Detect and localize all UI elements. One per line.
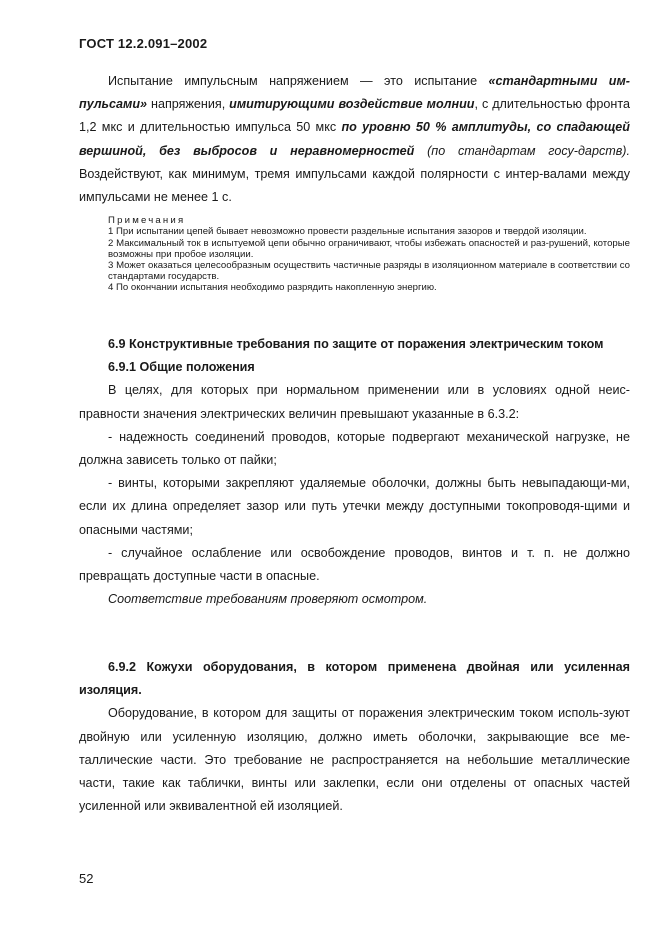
section-6-9-2-text: Оборудование, в котором для защиты от поражения электрическим током исполь-зуют двойную или усиленную изоляцию, должно иметь оболочки, закрывающие все ме-таллические части. Это требование не распространяется на небольшие металлические части, такие как таблички, винты или заклепки, если они отделены от опасных частей усиленной или эквивалентной ей изоляцией.: [79, 706, 630, 814]
intro-italic-4: (по стандартам госу-дарств).: [427, 143, 630, 158]
intro-text-2: напряжения,: [147, 97, 230, 112]
intro-block: [79, 70, 630, 294]
section-6-9-2: [79, 656, 630, 818]
intro-paragraph: [79, 70, 630, 209]
intro-text-4: [414, 144, 427, 158]
section-heading-6-9: 6.9 Конструктивные требования по защите от поражения электрическим током: [108, 337, 604, 351]
intro-text-3: , с длительностью фронта 1,2 мкс и длительностью импульса 50 мкс: [79, 97, 630, 135]
note-item: 1 При испытании цепей бывает невозможно провести раздельные испытания зазоров и твердой изоляции.: [108, 226, 587, 238]
subsection-heading-6-9-2: 6.9.2 Кожухи оборудования, в котором применена двойная или усиленная изоляция.: [79, 660, 630, 698]
intro-text-5: Воздействуют, как минимум, тремя импульсами каждой полярности с интер-валами между импульсами не менее 1 с.: [79, 166, 630, 205]
section-6-9: [79, 333, 630, 611]
subsection-heading-6-9-1: 6.9.1 Общие положения: [108, 360, 255, 375]
section-6-9-intro: В целях, для которых при нормальном применении или в условиях одной неис-правности значения электрических величин превышают указанные в 6.3.2:: [79, 383, 630, 421]
notes-title: Примечания: [108, 215, 186, 227]
intro-emphasis-1: «стандартными им-пульсами»: [79, 74, 631, 112]
intro-emphasis-2: имитирующими воздействие молнии: [229, 97, 475, 112]
requirement-item: - винты, которыми закрепляют удаляемые оболочки, должны быть невыпадающи-ми, если их длина определяет зазор или путь утечки между доступными токопроводя-щими и опасными частями;: [79, 476, 630, 537]
note-item: 3 Может оказаться целесообразным осуществить частичные разряды в изоляционном материале в соответствии со стандартами государств.: [108, 260, 630, 283]
requirement-item: - случайное ослабление или освобождение проводов, винтов и т. п. не должно превращать доступные части в опасные.: [79, 545, 630, 584]
note-item: 4 По окончании испытания необходимо разрядить накопленную энергию.: [108, 282, 437, 294]
notes-block: [79, 215, 630, 293]
page-number: 52: [79, 871, 94, 886]
intro-text-1: Испытание импульсным напряжением — это испытание: [108, 74, 489, 88]
compliance-note: Соответствие требованиям проверяют осмотром.: [108, 592, 428, 607]
intro-emphasis-3: по уровню 50 % амплитуды, со спадающей вершиной, без выбросов и неравномерностей: [79, 120, 630, 158]
document-header: ГОСТ 12.2.091–2002: [79, 36, 208, 51]
note-item: 2 Максимальный ток в испытуемой цепи обычно ограничивают, чтобы избежать опасностей и раз-рушений, которые возможны при пробое изоляции.: [108, 237, 630, 260]
requirement-item: - надежность соединений проводов, которые подвергают механической нагрузке, не должна зависеть только от пайки;: [79, 429, 630, 468]
